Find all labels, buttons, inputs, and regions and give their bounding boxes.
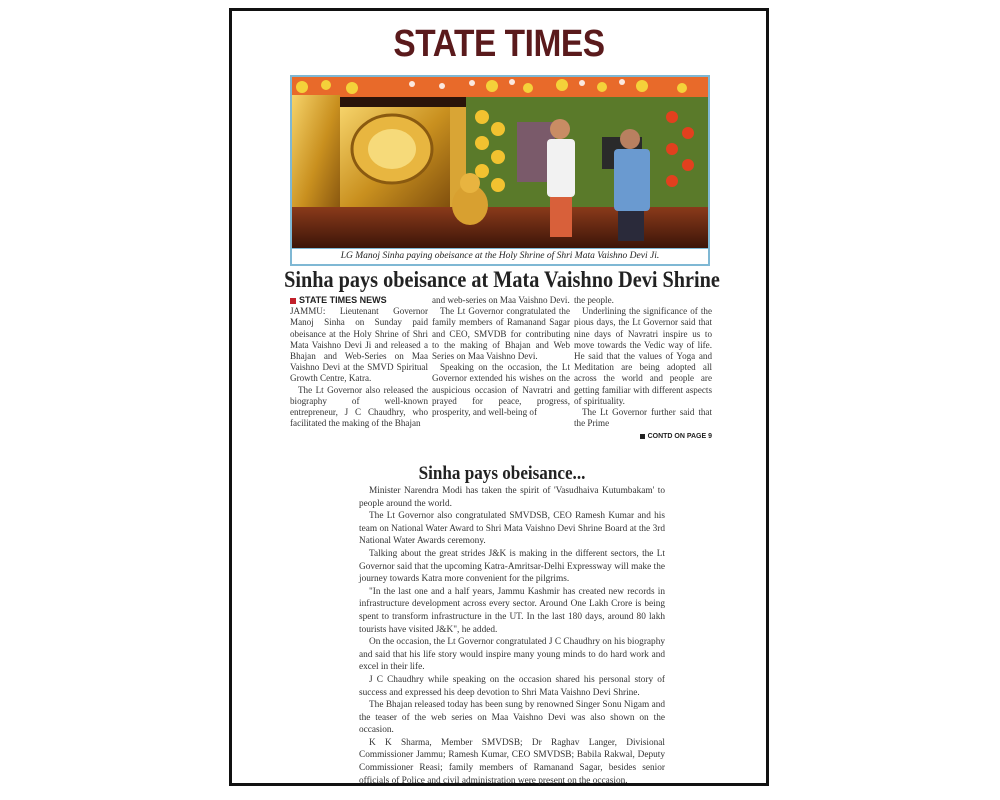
square-bullet-icon bbox=[640, 434, 645, 439]
byline bbox=[290, 295, 428, 306]
paragraph: The Lt Governor also congratulated SMVDSB, CEO Ramesh Kumar and his team on National Water Award to Shri Mata Vaishno Devi Shrine Board at the 3rd National Water Awards ceremony. bbox=[359, 511, 665, 547]
continued-text: CONTD ON PAGE 9 bbox=[647, 433, 712, 441]
news-photo bbox=[290, 75, 710, 266]
paragraph: Talking about the great strides J&K is making in the different sectors, the Lt Governor said that the upcoming Katra-Amritsar-Delhi Expressway will make the journey towards Katra more convenient for the pilgrims. bbox=[359, 548, 665, 585]
paragraph: J C Chaudhry while speaking on the occasion shared his personal story of success and expressed his deep devotion to Shri Mata Vaishno Devi Shrine. bbox=[359, 674, 665, 698]
paragraph: Minister Narendra Modi has taken the spirit of 'Vasudhaiva Kutumbakam' to people around the world. bbox=[359, 486, 665, 509]
paragraph: The Lt Governor also released the biography of well-known entrepreneur, J C Chaudhry, who facilitated the making of the Bhajan bbox=[290, 384, 428, 429]
byline-marker-icon bbox=[290, 298, 296, 304]
paragraph: Underlining the significance of the pious days, the Lt Governor said that nine days of Navratri inspire us to move towards the Vedic way of life. He said that the values of Yoga and Meditation are being adopted all across the world and people are getting familiar with different aspects of spirituality. bbox=[574, 306, 712, 406]
article-headline: Sinha pays obeisance at Mata Vaishno Devi Shrine bbox=[284, 267, 720, 292]
paragraph: The Lt Governor further said that the Prime bbox=[574, 407, 712, 429]
paragraph: and web-series on Maa Vaishno Devi. bbox=[432, 295, 570, 305]
paragraph: JAMMU: Lieutenant Governor Manoj Sinha on Sunday paid obeisance at the Holy Shrine of Shri Mata Vaishno Devi Ji and released a Bhajan and Web-Series on Maa Vaishno Devi at the SMVD Spiritual Growth Centre, Katra. bbox=[290, 306, 428, 384]
byline-text: STATE TIMES NEWS bbox=[299, 295, 387, 305]
paragraph: The Bhajan released today has been sung by renowned Singer Sonu Nigam and the teaser of the web series on Maa Vaishno Devi was also shown on the occasion. bbox=[359, 700, 665, 736]
article-column-2 bbox=[432, 295, 570, 443]
shrine-photo-illustration bbox=[292, 77, 708, 249]
continued-note bbox=[574, 431, 712, 442]
continuation-headline: Sinha pays obeisance... bbox=[418, 463, 586, 484]
continuation-body bbox=[359, 485, 665, 787]
paragraph: Speaking on the occasion, the Lt Governor extended his wishes on the auspicious occasion of Navratri and prayed for peace, progress, prosperity, and well-being of bbox=[432, 362, 570, 418]
article-column-1 bbox=[290, 295, 428, 443]
paragraph: "In the last one and a half years, Jammu Kashmir has created new records in infrastructure development across every sector. Around One Lakh Crore is being spent to transform infrastructure in the UT. In the last 180 days, around 80 lakh tourists have visited J&K", he added. bbox=[359, 586, 665, 635]
article-column-3 bbox=[574, 295, 712, 443]
paragraph: On the occasion, the Lt Governor congratulated J C Chaudhry on his biography and said that his life story would inspire many young minds to do hard work and excel in their life. bbox=[359, 637, 665, 673]
newspaper-clipping bbox=[229, 8, 769, 786]
paragraph: The Lt Governor congratulated the family members of Ramanand Sagar and CEO, SMVDB for contributing to the making of Bhajan and Web Series on Maa Vaishno Devi. bbox=[432, 306, 570, 362]
masthead: STATE TIMES bbox=[393, 23, 605, 65]
paragraph: the people. bbox=[574, 295, 614, 305]
article-columns bbox=[290, 295, 710, 443]
paragraph: K K Sharma, Member SMVDSB; Dr Raghav Langer, Divisional Commissioner Jammu; Ramesh Kumar, CEO SMVDSB; Babila Rakwal, Deputy Commissioner Reasi; family members of Ramanand Sagar, besides senior officials of Police and civil administration were present on the occasion. bbox=[359, 737, 665, 786]
photo-caption: LG Manoj Sinha paying obeisance at the Holy Shrine of Shri Mata Vaishno Devi Ji. bbox=[292, 248, 708, 264]
